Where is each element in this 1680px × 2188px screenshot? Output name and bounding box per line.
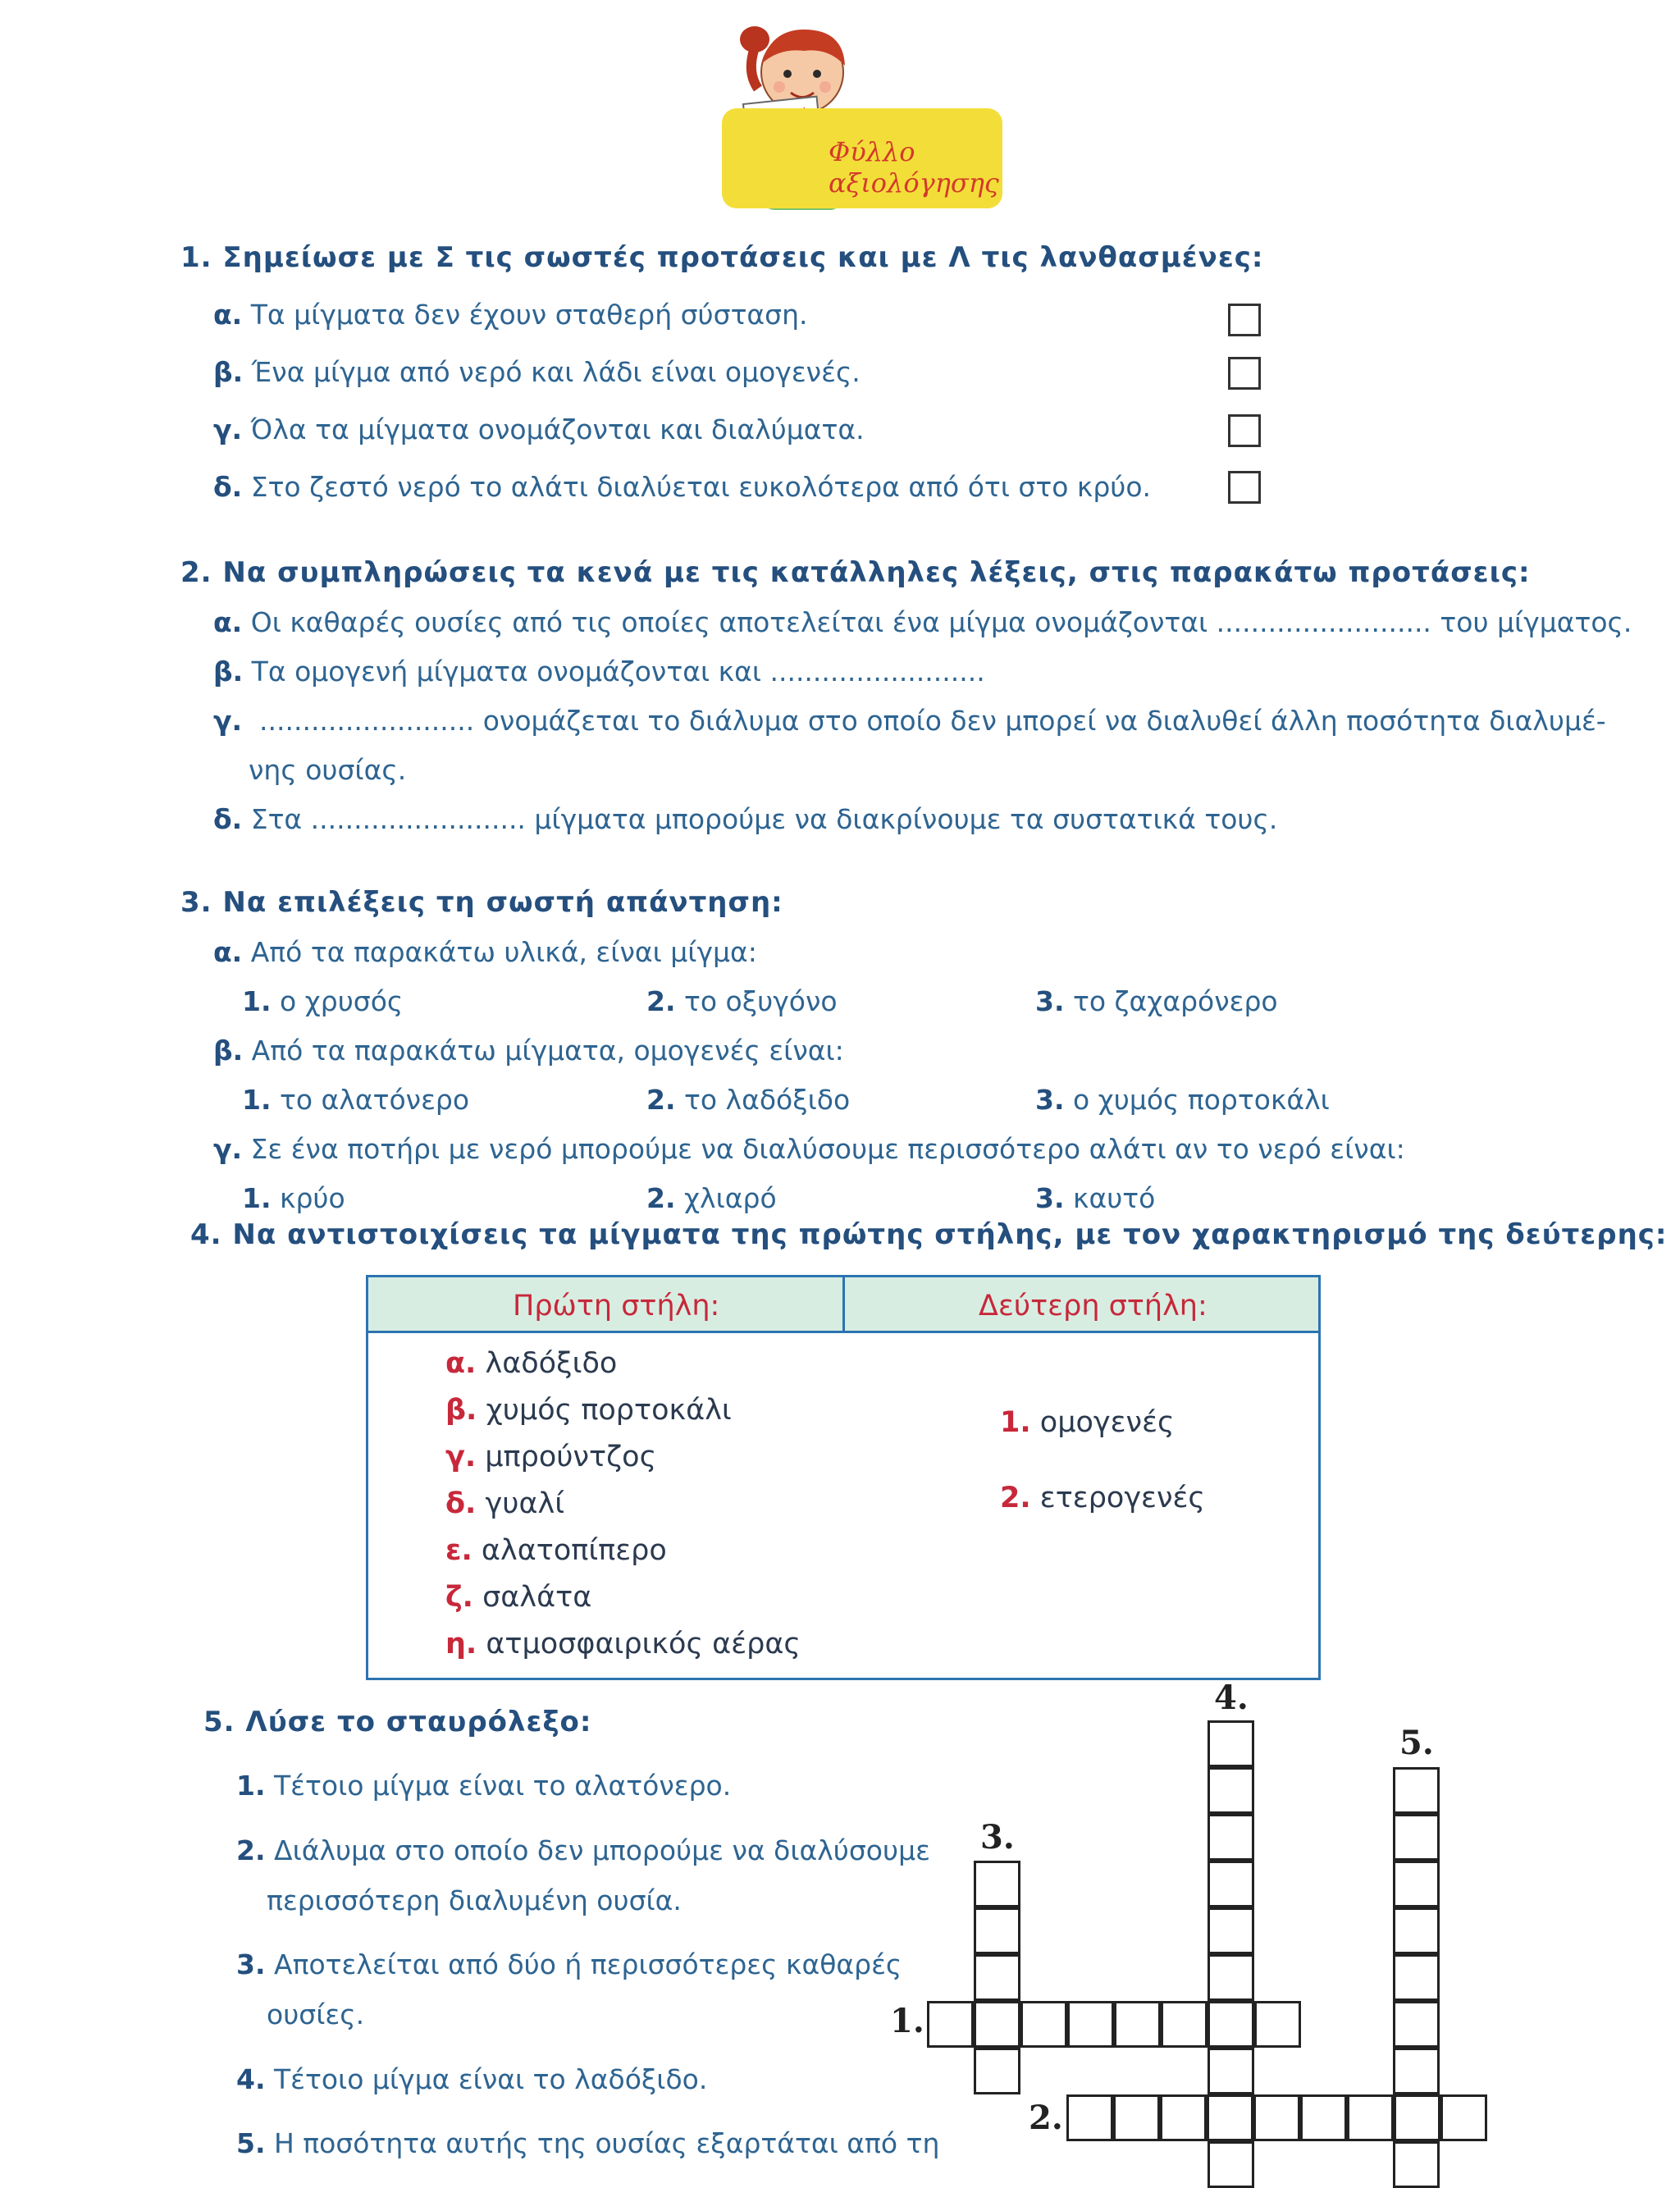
q1-checkbox-b[interactable] xyxy=(1228,357,1261,390)
crossword-cell[interactable] xyxy=(1394,2094,1440,2141)
col1-item[interactable]: ε. αλατοπίπερο xyxy=(445,1534,667,1567)
q1-number: 1. xyxy=(180,241,212,274)
crossword-cell[interactable] xyxy=(1207,2094,1253,2141)
q3-number: 3. xyxy=(180,886,212,919)
crossword-cell[interactable] xyxy=(1020,2001,1067,2048)
crossword-cell[interactable] xyxy=(1208,1720,1254,1767)
q3-c-option-2[interactable]: 2. χλιαρό xyxy=(646,1182,777,1214)
crossword-cell[interactable] xyxy=(974,1907,1020,1954)
clue-3: 3. Αποτελείται από δύο ή περισσότερες καθαρές xyxy=(236,1948,902,1980)
crossword-cell[interactable] xyxy=(1208,1814,1254,1861)
crossword-cell[interactable] xyxy=(1393,1954,1440,2001)
crossword-cell[interactable] xyxy=(927,2001,974,2048)
crossword-cell[interactable] xyxy=(1067,2001,1114,2048)
q2-item-c-continued: νης ουσίας. xyxy=(249,754,407,786)
crossword-number-2: 2. xyxy=(1029,2099,1063,2137)
crossword-cell[interactable] xyxy=(1393,1814,1440,1861)
q2-item-b: β. Τα ομογενή μίγματα ονομάζονται και ......................... xyxy=(213,655,985,687)
crossword-cell[interactable] xyxy=(1393,2141,1440,2188)
col1-item[interactable]: ζ. σαλάτα xyxy=(445,1581,592,1614)
q3-a-option-3[interactable]: 3. το ζαχαρόνερο xyxy=(1035,985,1278,1017)
crossword-cell[interactable] xyxy=(1393,2048,1440,2094)
crossword-cell[interactable] xyxy=(1393,1861,1440,1907)
col2-header: Δεύτερη στήλη: xyxy=(979,1290,1208,1322)
crossword-cell[interactable] xyxy=(1254,2001,1301,2048)
crossword-cell[interactable] xyxy=(1208,1861,1254,1907)
col1-item[interactable]: η. ατμοσφαιρικός αέρας xyxy=(445,1628,801,1660)
crossword-number-3: 3. xyxy=(980,1818,1015,1857)
badge-title: Φύλλο αξιολόγησης xyxy=(829,136,999,199)
clue-1: 1. Τέτοιο μίγμα είναι το αλατόνερο. xyxy=(236,1770,732,1802)
q3-part-c: γ. Σε ένα ποτήρι με νερό μπορούμε να διαλύσουμε περισσότερο αλάτι αν το νερό είναι: xyxy=(213,1133,1405,1165)
crossword-cell[interactable] xyxy=(974,2001,1020,2048)
q5-number: 5. xyxy=(203,1706,235,1738)
clue-4: 4. Τέτοιο μίγμα είναι το λαδόξιδο. xyxy=(236,2063,708,2095)
clue-5: 5. Η ποσότητα αυτής της ουσίας εξαρτάται από τη xyxy=(236,2127,940,2159)
q2-item-a: α. Οι καθαρές ουσίες από τις οποίες αποτελείται ένα μίγμα ονομάζονται ......................... του μίγματος. xyxy=(213,606,1632,638)
q5-title: Λύσε το σταυρόλεξο: xyxy=(245,1706,592,1738)
q1-item-c: γ. Όλα τα μίγματα ονομάζονται και διαλύματα. xyxy=(213,413,865,445)
q1-checkbox-a[interactable] xyxy=(1228,304,1261,336)
crossword-cell[interactable] xyxy=(1208,2141,1254,2188)
col2-item[interactable]: 1. ομογενές xyxy=(1000,1406,1175,1439)
crossword-cell[interactable] xyxy=(1066,2094,1113,2141)
q4-title: Να αντιστοιχίσεις τα μίγματα της πρώτης στήλης, με τον χαρακτηρισμό της δεύτερης: xyxy=(232,1218,1668,1251)
crossword-cell[interactable] xyxy=(1393,1907,1440,1954)
crossword-number-4: 4. xyxy=(1214,1679,1249,1717)
col1-item[interactable]: β. χυμός πορτοκάλι xyxy=(445,1394,732,1427)
col1-item[interactable]: δ. γυαλί xyxy=(445,1487,565,1520)
q2-number: 2. xyxy=(180,556,212,589)
col1-item[interactable]: α. λαδόξιδο xyxy=(445,1347,618,1380)
q1-item-b: β. Ένα μίγμα από νερό και λάδι είναι ομογενές. xyxy=(213,356,861,388)
q1-checkbox-d[interactable] xyxy=(1228,471,1261,504)
q3-c-option-3[interactable]: 3. καυτό xyxy=(1035,1182,1156,1214)
clue-2-continued: περισσότερη διαλυμένη ουσία. xyxy=(267,1884,682,1916)
crossword-cell[interactable] xyxy=(1113,2094,1160,2141)
crossword-cell[interactable] xyxy=(1393,1767,1440,1814)
q3-b-option-2[interactable]: 2. το λαδόξιδο xyxy=(646,1084,851,1116)
crossword-cell[interactable] xyxy=(1208,1907,1254,1954)
q3-title: Να επιλέξεις τη σωστή απάντηση: xyxy=(222,886,783,919)
q2-title: Να συμπληρώσεις τα κενά με τις κατάλληλες λέξεις, στις παρακάτω προτάσεις: xyxy=(222,556,1531,589)
clue-3-continued: ουσίες. xyxy=(267,1998,365,2030)
crossword-cell[interactable] xyxy=(1208,2048,1254,2094)
crossword-cell[interactable] xyxy=(1114,2001,1161,2048)
col2-item[interactable]: 2. ετερογενές xyxy=(1000,1482,1205,1514)
crossword-number-1: 1. xyxy=(890,2002,924,2040)
crossword-cell[interactable] xyxy=(1347,2094,1394,2141)
crossword-cell[interactable] xyxy=(1253,2094,1300,2141)
crossword-cell[interactable] xyxy=(1160,2094,1207,2141)
q3-a-option-1[interactable]: 1. ο χρυσός xyxy=(242,985,404,1017)
header-divider xyxy=(842,1277,845,1331)
q3-b-option-1[interactable]: 1. το αλατόνερο xyxy=(242,1084,470,1116)
crossword-number-5: 5. xyxy=(1399,1724,1434,1762)
crossword-cell[interactable] xyxy=(1208,1954,1254,2001)
col1-item[interactable]: γ. μπρούντζος xyxy=(445,1441,657,1473)
q1-title: Σημείωσε με Σ τις σωστές προτάσεις και με Λ τις λανθασμένες: xyxy=(222,241,1264,274)
q3-c-option-1[interactable]: 1. κρύο xyxy=(242,1182,345,1214)
q3-b-option-3[interactable]: 3. ο χυμός πορτοκάλι xyxy=(1035,1084,1330,1116)
crossword-cell[interactable] xyxy=(1300,2094,1347,2141)
matching-table xyxy=(366,1275,1321,1680)
q1-checkbox-c[interactable] xyxy=(1228,414,1261,447)
clue-2: 2. Διάλυμα στο οποίο δεν μπορούμε να διαλύσουμε xyxy=(236,1834,930,1866)
q2-item-c: γ. ......................... ονομάζεται το διάλυμα στο οποίο δεν μπορεί να διαλυθεί άλλη ποσότητα διαλυμέ- xyxy=(213,705,1606,737)
col1-header: Πρώτη στήλη: xyxy=(513,1290,720,1322)
q2-item-d: δ. Στα ......................... μίγματα μπορούμε να διακρίνουμε τα συστατικά τους. xyxy=(213,803,1278,835)
crossword-cell[interactable] xyxy=(1208,2001,1254,2048)
crossword-cell[interactable] xyxy=(1393,2001,1440,2048)
crossword-cell[interactable] xyxy=(974,1861,1020,1907)
crossword-cell[interactable] xyxy=(974,1954,1020,2001)
q3-part-a: α. Από τα παρακάτω υλικά, είναι μίγμα: xyxy=(213,936,757,968)
crossword-cell[interactable] xyxy=(974,2048,1020,2094)
crossword-cell[interactable] xyxy=(1440,2094,1487,2141)
q3-a-option-2[interactable]: 2. το οξυγόνο xyxy=(646,985,838,1017)
q1-item-a: α. Τα μίγματα δεν έχουν σταθερή σύσταση. xyxy=(213,299,808,331)
crossword-cell[interactable] xyxy=(1208,1767,1254,1814)
q1-item-d: δ. Στο ζεστό νερό το αλάτι διαλύεται ευκολότερα από ότι στο κρύο. xyxy=(213,471,1152,503)
q4-number: 4. xyxy=(190,1218,222,1251)
q3-part-b: β. Από τα παρακάτω μίγματα, ομογενές είναι: xyxy=(213,1035,844,1067)
crossword-cell[interactable] xyxy=(1161,2001,1208,2048)
